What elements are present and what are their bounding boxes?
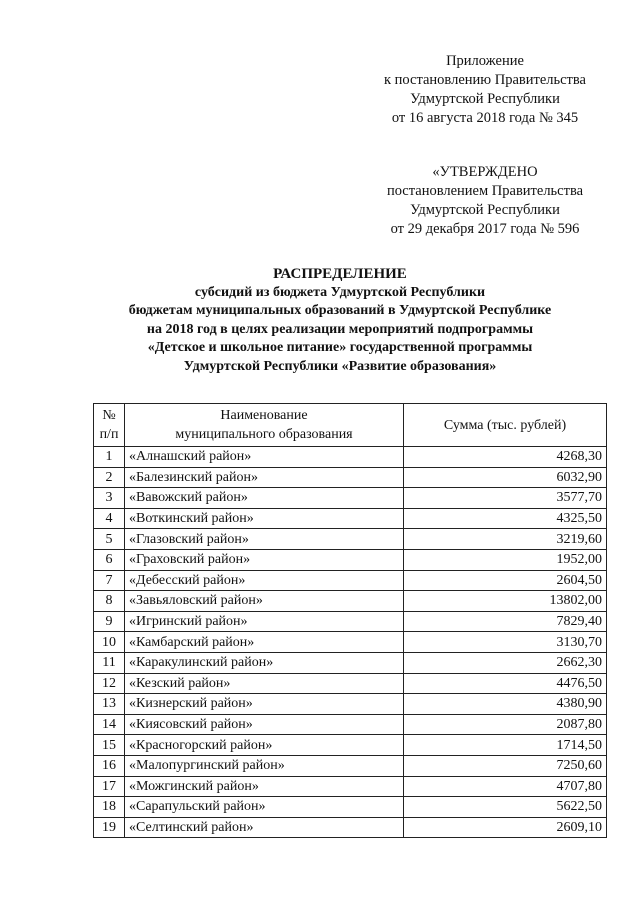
row-sum: 4476,50 — [404, 673, 607, 694]
row-number: 10 — [94, 632, 125, 653]
approved-line: Удмуртской Республики — [410, 202, 560, 218]
header-sum: Сумма (тыс. рублей) — [404, 404, 607, 447]
row-sum: 1714,50 — [404, 735, 607, 756]
appendix-line: Приложение — [446, 53, 524, 69]
row-sum: 2662,30 — [404, 652, 607, 673]
title-line: Удмуртской Республики «Развитие образования» — [183, 358, 497, 374]
row-number: 1 — [94, 447, 125, 468]
table-row — [94, 755, 607, 776]
row-number: 3 — [94, 488, 125, 509]
row-sum: 2604,50 — [404, 570, 607, 591]
row-sum: 5622,50 — [404, 797, 607, 818]
appendix-line: к постановлению Правительства — [384, 72, 586, 88]
table-row — [94, 735, 607, 756]
table-row — [94, 817, 607, 838]
row-municipality: «Кезский район» — [125, 673, 404, 694]
row-number: 18 — [94, 797, 125, 818]
row-municipality: «Дебесский район» — [125, 570, 404, 591]
row-municipality: «Завьяловский район» — [125, 591, 404, 612]
row-sum: 3219,60 — [404, 529, 607, 550]
header-number — [94, 404, 125, 447]
title-heading: РАСПРЕДЕЛЕНИЕ — [273, 266, 407, 282]
title-line: «Детское и школьное питание» государственной программы — [147, 340, 533, 355]
table-row — [94, 447, 607, 468]
row-sum: 2609,10 — [404, 817, 607, 838]
table-row — [94, 632, 607, 653]
row-sum: 2087,80 — [404, 714, 607, 735]
table-row — [94, 611, 607, 632]
row-municipality: «Глазовский район» — [125, 529, 404, 550]
row-number: 6 — [94, 549, 125, 570]
table-row — [94, 673, 607, 694]
title-line: бюджетам муниципальных образований в Удмуртской Республике — [128, 303, 552, 318]
row-municipality: «Игринский район» — [125, 611, 404, 632]
row-number: 8 — [94, 591, 125, 612]
table-row — [94, 714, 607, 735]
table-row — [94, 694, 607, 715]
appendix-line: Удмуртской Республики — [410, 91, 560, 107]
table-row — [94, 797, 607, 818]
row-municipality: «Граховский район» — [125, 549, 404, 570]
row-number: 9 — [94, 611, 125, 632]
header-number-line: п/п — [99, 427, 119, 442]
row-number: 11 — [94, 652, 125, 673]
header-number-line: № — [102, 408, 116, 423]
row-number: 4 — [94, 508, 125, 529]
header-municipality — [125, 404, 404, 447]
approved-line: от 29 декабря 2017 года № 596 — [390, 221, 580, 237]
document-title — [60, 265, 620, 376]
row-number: 16 — [94, 755, 125, 776]
row-sum: 4707,80 — [404, 776, 607, 797]
row-municipality: «Можгинский район» — [125, 776, 404, 797]
row-number: 5 — [94, 529, 125, 550]
row-sum: 7829,40 — [404, 611, 607, 632]
row-sum: 4325,50 — [404, 508, 607, 529]
row-municipality: «Селтинский район» — [125, 817, 404, 838]
table-row — [94, 488, 607, 509]
row-municipality: «Кизнерский район» — [125, 694, 404, 715]
approved-line: постановлением Правительства — [386, 183, 584, 199]
row-sum: 13802,00 — [404, 591, 607, 612]
row-sum: 6032,90 — [404, 467, 607, 488]
table-row — [94, 467, 607, 488]
table-row — [94, 776, 607, 797]
approved-line: «УТВЕРЖДЕНО — [432, 164, 538, 180]
row-municipality: «Вавожский район» — [125, 488, 404, 509]
row-number: 15 — [94, 735, 125, 756]
row-number: 2 — [94, 467, 125, 488]
appendix-block — [360, 52, 610, 128]
row-number: 7 — [94, 570, 125, 591]
table-row — [94, 508, 607, 529]
title-line: на 2018 год в целях реализации мероприятий подпрограммы — [146, 321, 534, 337]
row-municipality: «Камбарский район» — [125, 632, 404, 653]
row-sum: 1952,00 — [404, 549, 607, 570]
header-municipality-line: муниципального образования — [175, 427, 353, 442]
row-sum: 4268,30 — [404, 447, 607, 468]
table-header-row — [94, 404, 607, 447]
row-municipality: «Балезинский район» — [125, 467, 404, 488]
approved-block — [360, 163, 610, 239]
row-municipality: «Сарапульский район» — [125, 797, 404, 818]
table-row — [94, 529, 607, 550]
distribution-table — [93, 403, 607, 838]
header-municipality-line: Наименование — [220, 408, 308, 423]
row-municipality: «Красногорский район» — [125, 735, 404, 756]
row-municipality: «Воткинский район» — [125, 508, 404, 529]
row-municipality: «Каракулинский район» — [125, 652, 404, 673]
row-sum: 7250,60 — [404, 755, 607, 776]
row-number: 17 — [94, 776, 125, 797]
row-number: 14 — [94, 714, 125, 735]
row-sum: 4380,90 — [404, 694, 607, 715]
table-row — [94, 652, 607, 673]
table-row — [94, 570, 607, 591]
title-line: субсидий из бюджета Удмуртской Республики — [194, 284, 486, 300]
table-row — [94, 591, 607, 612]
row-sum: 3577,70 — [404, 488, 607, 509]
row-number: 19 — [94, 817, 125, 838]
appendix-line: от 16 августа 2018 года № 345 — [391, 110, 579, 126]
row-number: 12 — [94, 673, 125, 694]
row-number: 13 — [94, 694, 125, 715]
row-municipality: «Алнашский район» — [125, 447, 404, 468]
table-row — [94, 549, 607, 570]
row-municipality: «Киясовский район» — [125, 714, 404, 735]
row-municipality: «Малопургинский район» — [125, 755, 404, 776]
row-sum: 3130,70 — [404, 632, 607, 653]
